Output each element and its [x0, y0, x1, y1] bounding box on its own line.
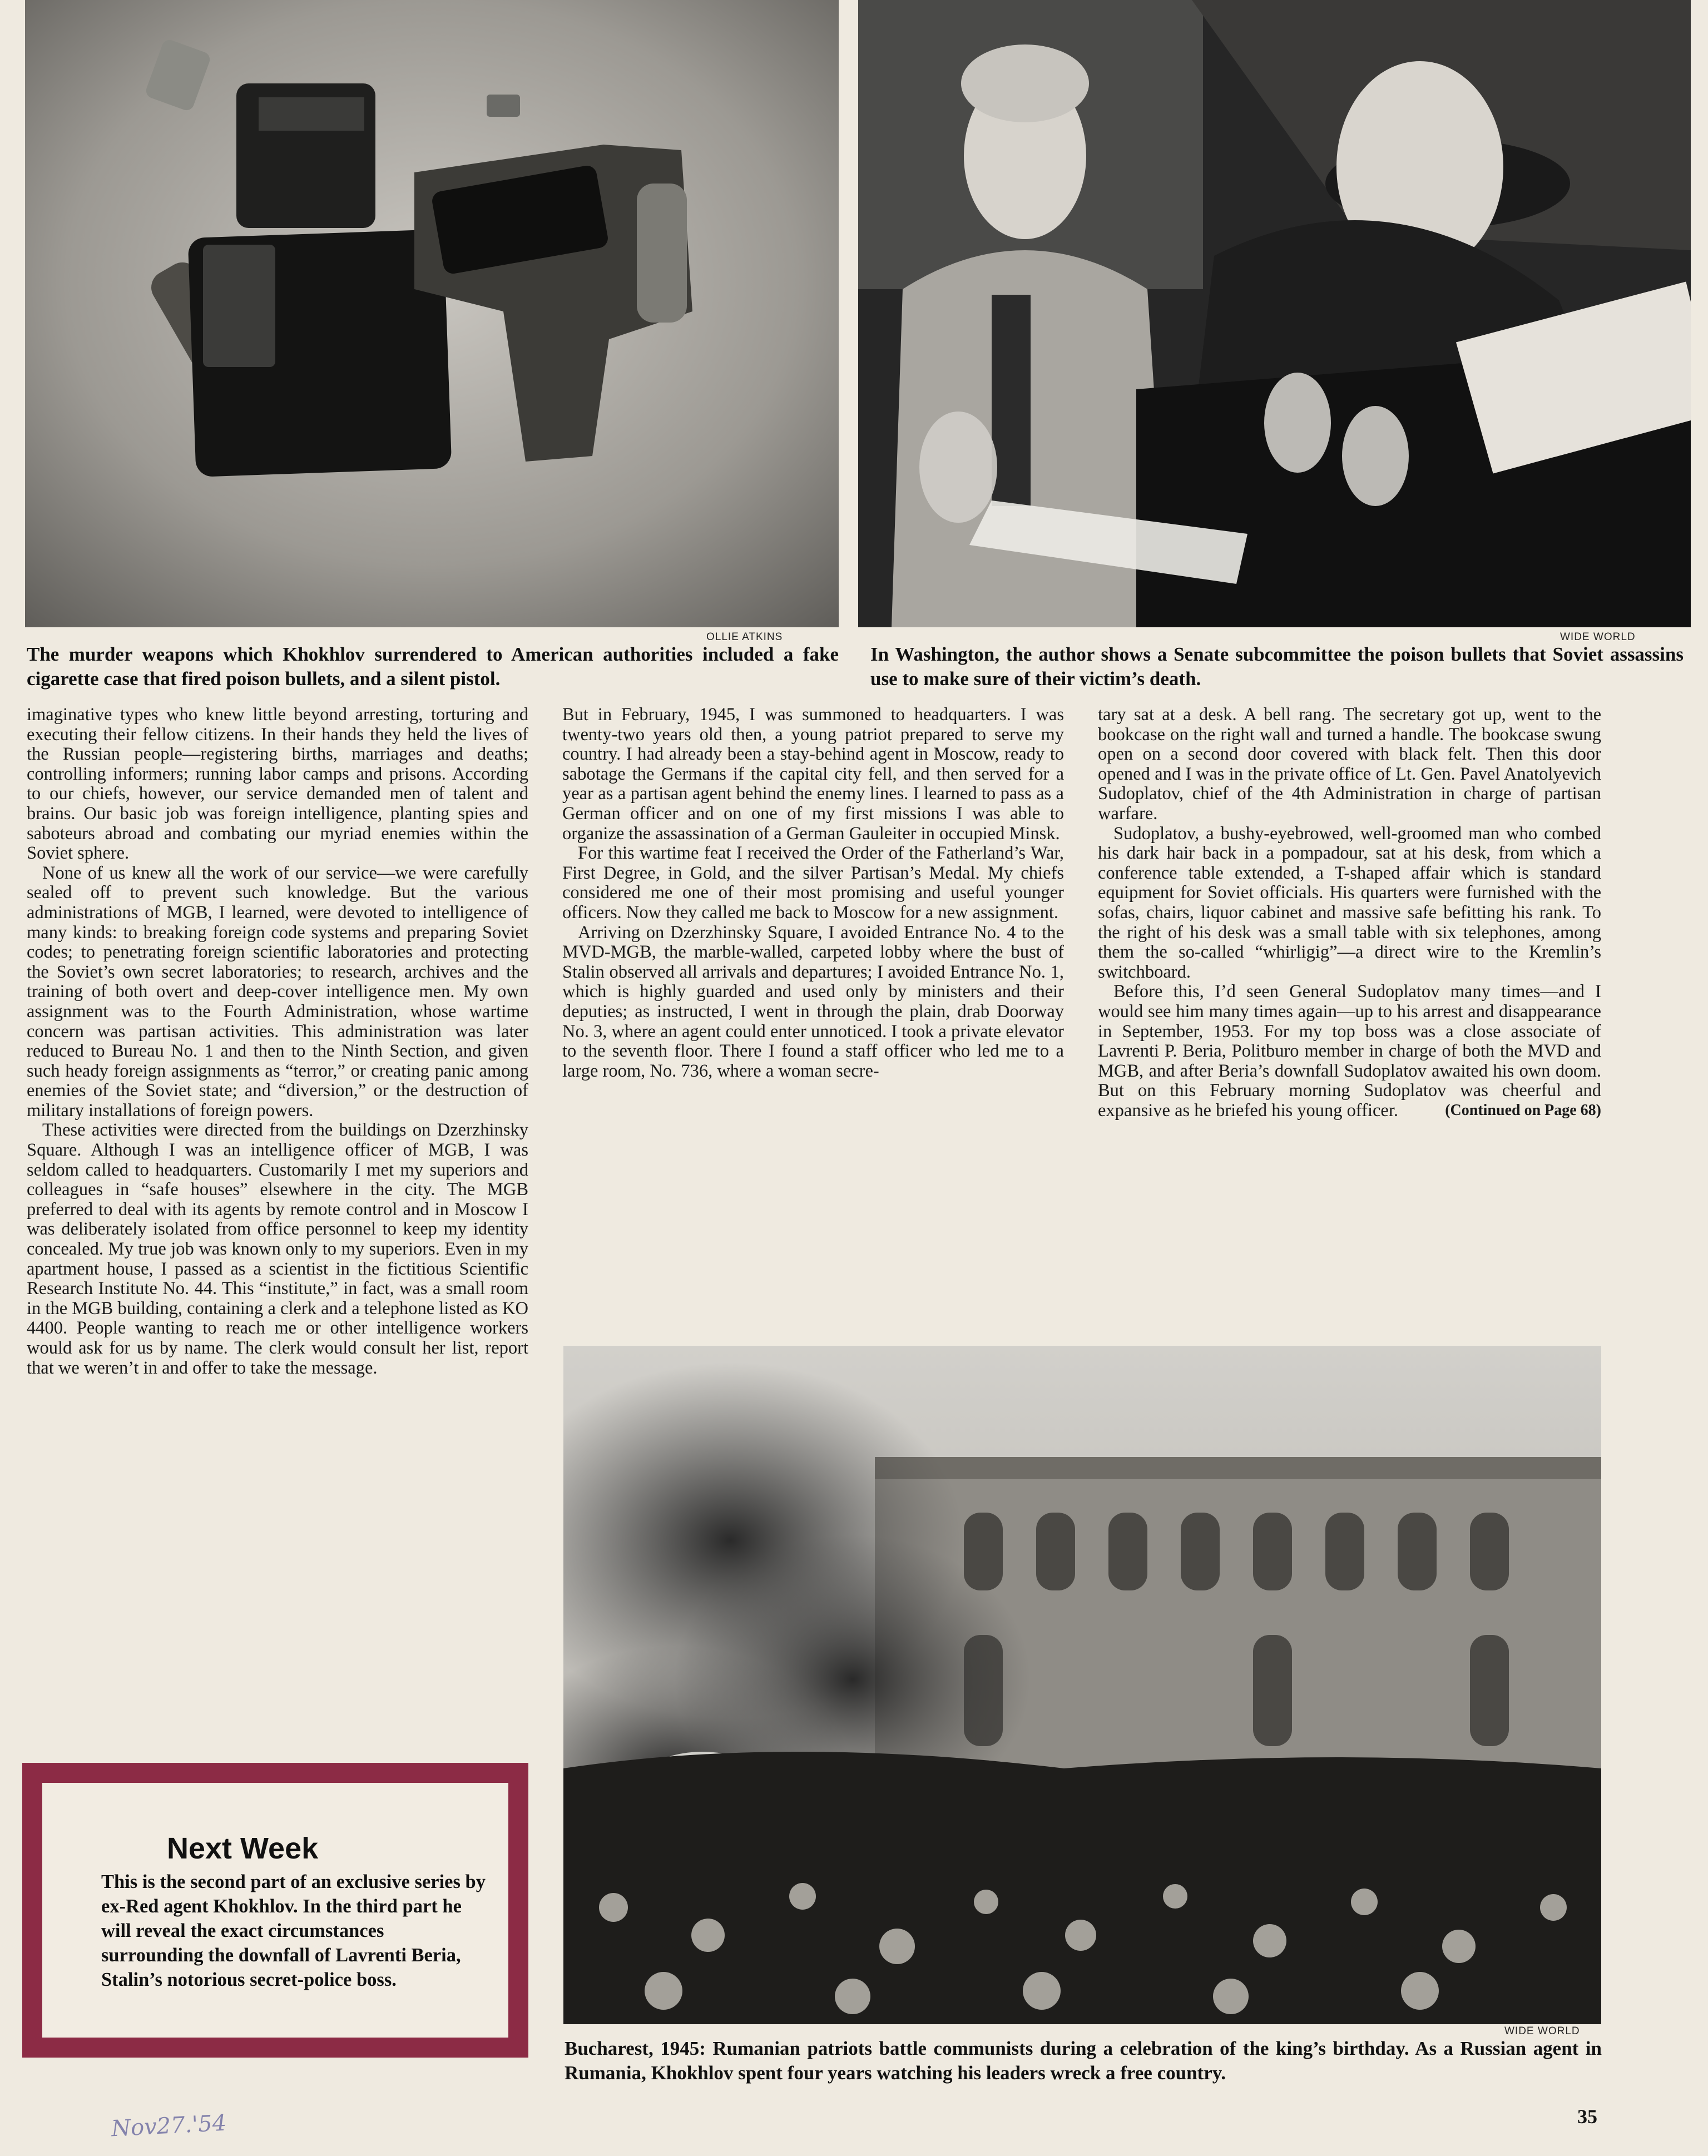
next-week-box: [22, 1763, 528, 2058]
senate-photo-caption: In Washington, the author shows a Senate subcommittee the poison bullets that Soviet assassins use to make sure of their victim’s death.: [870, 643, 1684, 690]
page-number: 35: [1577, 2105, 1597, 2128]
weapons-photo-credit: OLLIE ATKINS: [706, 631, 783, 643]
paragraph: Sudoplatov, a bushy-eyebrowed, well-groomed man who combed his dark hair back in a pompadour, sat at his desk, from which a conference table extended, a T-shaped affair which is standard equipment for Soviet officials. His quarters were furnished with the sofas, chairs, liquor cabinet and massive safe befitting his rank. To the right of his desk was a small table with six telephones, among them the so-called “whirligig”—a direct wire to the Kremlin’s switchboard.: [1098, 823, 1601, 982]
bucharest-photo-credit: WIDE WORLD: [1504, 2025, 1580, 2037]
paragraph: These activities were directed from the buildings on Dzerzhinsky Square. Although I was an intelligence officer of MGB, I was seldom called to headquarters. Customarily I met my superiors and colleagues in “safe houses” elsewhere in the city. The MGB preferred to deal with its agents by remote control and in Moscow I was deliberately isolated from office personnel to keep my identity concealed. My true job was known only to my superiors. Even in my apartment house, I passed as a scientist in the fictitious Scientific Research Institute No. 44. This “institute,” in fact, was a small room in the MGB building, containing a clerk and a telephone listed as KO 4400. People wanting to reach me or other intelligence workers would ask for us by name. The clerk would consult her list, report that we weren’t in and offer to take the message.: [27, 1120, 528, 1378]
paragraph: Arriving on Dzerzhinsky Square, I avoided Entrance No. 4 to the MVD-MGB, the marble-walled, carpeted lobby where the bust of Stalin observed all arrivals and departures; I avoided Entrance No. 1, which is highly guarded and used only by ministers and their deputies; as instructed, I went in through the plain, drab Doorway No. 3, where an agent could enter unnoticed. I took a private elevator to the seventh floor. There I found a staff officer who led me to a large room, No. 736, where a woman secre-: [562, 922, 1064, 1081]
paragraph: tary sat at a desk. A bell rang. The secretary got up, went to the bookcase on the right wall and turned a handle. The bookcase swung open on a second door covered with black felt. Then this door opened and I was in the private office of Lt. Gen. Pavel Anatolyevich Sudoplatov, chief of the 4th Administration in charge of partisan warfare.: [1098, 705, 1601, 824]
weapons-photo-caption: The murder weapons which Khokhlov surrendered to American authorities included a fake cigarette case that fired poison bullets, and a silent pistol.: [27, 643, 839, 690]
paragraph: But in February, 1945, I was summoned to headquarters. I was twenty-two years old then, a young patriot prepared to serve my country. I had already been a stay-behind agent in Moscow, ready to sabotage the Germans if the capital city fell, and then served for a year as a partisan agent behind the enemy lines. I learned to pass as a German officer and on one of my first missions I was able to organize the assassination of a German Gauleiter in occupied Minsk.: [562, 705, 1064, 844]
weapons-photo: [25, 0, 839, 627]
continued-note: (Continued on Page 68): [1445, 1102, 1601, 1119]
bucharest-photo-caption: Bucharest, 1945: Rumanian patriots battle communists during a celebration of the king’s birthday. As a Russian agent in Rumania, Khokhlov spent four years watching his leaders wreck a free country.: [565, 2038, 1602, 2084]
senate-photo: [858, 0, 1691, 627]
paragraph: None of us knew all the work of our service—we were carefully sealed off to prevent such knowledge. But the various administrations of MGB, I learned, were devoted to intelligence of many kinds: to breaking foreign code systems and preparing Soviet codes; to penetrating foreign scientific laboratories and protecting the Soviet’s own secret laboratories; to research, archives and the training of both overt and deep-cover intelligence men. My own assignment was to the Fourth Administration, whose wartime concern was partisan activities. This administration was later reduced to Bureau No. 1 and then to the Ninth Section, and given such heady foreign assignments as “terror,” or creating panic among enemies of the Soviet state; and “diversion,” or the destruction of military installations of foreign powers.: [27, 863, 528, 1121]
bucharest-photo: [563, 1346, 1601, 2024]
paragraph: For this wartime feat I received the Order of the Fatherland’s War, First Degree, in Gold, and the silver Partisan’s Medal. My chiefs considered me one of their most promising and useful younger officers. Now they called me back to Moscow for a new assignment.: [562, 843, 1064, 923]
article-column-3: [1098, 705, 1601, 1121]
senate-photo-credit: WIDE WORLD: [1560, 631, 1636, 643]
next-week-body: This is the second part of an exclusive series by ex-Red agent Khokhlov. In the third part he will reveal the exact circumstances surrounding the downfall of Lavrenti Beria, Stalin’s notorious secret-police boss.: [101, 1871, 486, 1990]
paragraph: Before this, I’d seen General Sudoplatov many times—and I would see him many times again—up to his arrest and disappearance in September, 1953. For my top boss was a close associate of Lavrenti P. Beria, Politburo member in charge of both the MVD and MGB, and after Beria’s downfall Sudoplatov awaited his own doom. But on this February morning Sudoplatov was cheerful and expansive as he briefed his young officer.: [1098, 982, 1601, 1121]
next-week-heading: Next Week: [167, 1832, 319, 1865]
article-column-2: [562, 705, 1064, 1081]
article-column-1: [27, 705, 528, 1378]
paragraph: imaginative types who knew little beyond arresting, torturing and executing their fellow citizens. In their hands they held the lives of the Russian people—registering births, marriages and deaths; controlling informers; running labor camps and prisons. According to our chiefs, however, our service demanded men of talent and brains. Our basic job was foreign intelligence, planting spies and saboteurs abroad and combating our myriad enemies within the Soviet sphere.: [27, 705, 528, 864]
handwritten-date: Nov27.'54: [110, 2110, 227, 2142]
